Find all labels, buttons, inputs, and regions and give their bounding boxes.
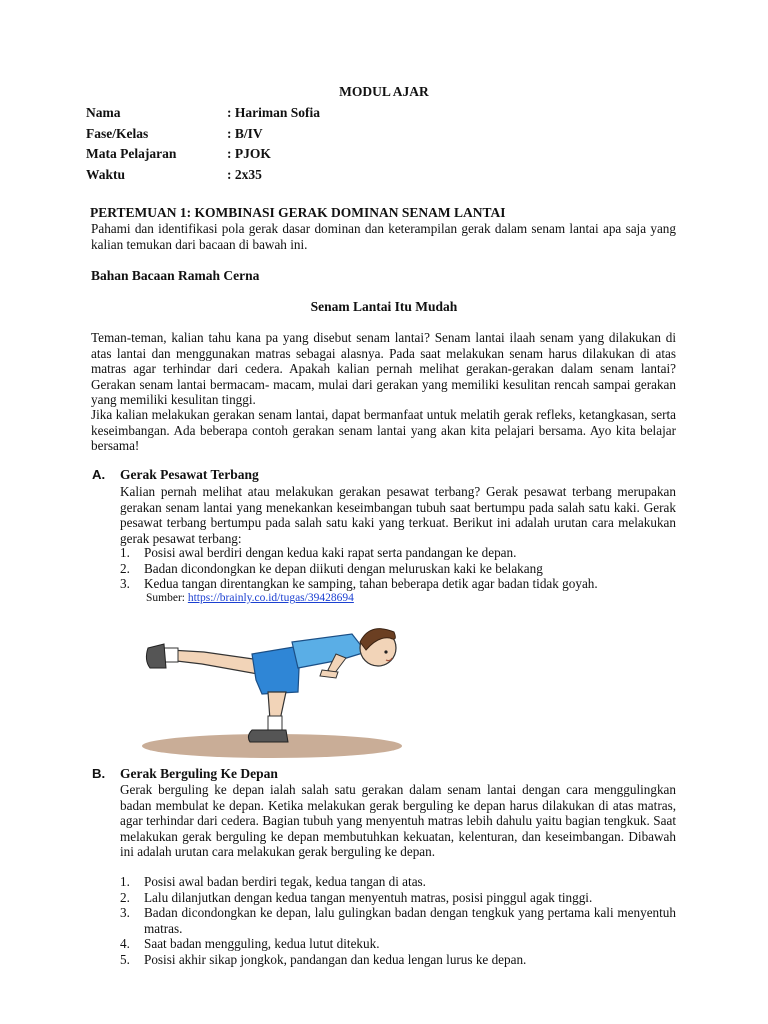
- reading-title: Senam Lantai Itu Mudah: [310, 299, 458, 314]
- step-text: Badan dicondongkan ke depan diikuti dengan meluruskan kaki ke belakang: [144, 560, 543, 576]
- document-title: MODUL AJAR: [339, 84, 429, 99]
- step-text: Posisi akhir sikap jongkok, pandangan dan kedua lengan lurus ke depan.: [144, 951, 527, 967]
- step-number: 2.: [120, 889, 130, 905]
- step-text: Badan dicondongkan ke depan, lalu gulingkan badan dengan tengkuk yang pertama kali menyentuh matras.: [144, 905, 676, 936]
- info-label: Nama: [86, 105, 121, 120]
- info-value: : PJOK: [227, 146, 271, 161]
- step-text: Kedua tangan direntangkan ke samping, tahan beberapa detik agar badan tidak goyah.: [144, 576, 598, 592]
- step-number: 1.: [120, 545, 130, 560]
- step-number: 3.: [120, 905, 130, 921]
- info-value: : Hariman Sofia: [227, 105, 320, 120]
- section-a-steps: [120, 545, 676, 592]
- step-text: Saat badan mengguling, kedua lutut ditekuk.: [144, 936, 380, 952]
- list-item: [120, 545, 676, 561]
- section-title: Gerak Berguling Ke Depan: [120, 766, 278, 781]
- image-source: [146, 592, 354, 604]
- step-number: 1.: [120, 874, 130, 889]
- section-b-heading: [92, 766, 278, 782]
- shirt: [292, 634, 366, 668]
- intro-paragraph: Pahami dan identifikasi pola gerak dasar dominan dan keterampilan gerak dalam senam lantai apa saja yang kalian temukan dari bacaan di bawah ini.: [91, 221, 676, 252]
- list-item: [120, 890, 676, 906]
- raised-leg: [168, 650, 260, 674]
- airplane-pose-illustration: [140, 608, 404, 764]
- source-link[interactable]: https://brainly.co.id/tugas/39428694: [187, 592, 354, 604]
- step-number: 2.: [120, 560, 130, 576]
- section-letter: B.: [92, 766, 106, 781]
- raised-shoe: [146, 644, 166, 668]
- step-number: 3.: [120, 576, 130, 592]
- info-row-mata-pelajaran: [86, 144, 586, 165]
- info-row-fase-kelas: [86, 124, 586, 145]
- list-item: [120, 952, 676, 968]
- eye: [384, 650, 387, 653]
- bahan-heading: Bahan Bacaan Ramah Cerna: [91, 268, 260, 283]
- info-value: : B/IV: [227, 125, 263, 141]
- info-label: Mata Pelajaran: [86, 146, 177, 161]
- step-number: 4.: [120, 936, 130, 952]
- list-item: [120, 905, 676, 936]
- step-text: Posisi awal berdiri dengan kedua kaki rapat serta pandangan ke depan.: [144, 545, 517, 560]
- section-letter: A.: [92, 467, 106, 482]
- hand: [320, 670, 338, 678]
- standing-shoe: [248, 730, 288, 742]
- reading-paragraph-2: Jika kalian melakukan gerakan senam lantai, dapat bermanfaat untuk melatih gerak refleks, ketangkasan, serta keseimbangan. Ada beberapa contoh gerakan senam lantai yang akan kita pelajari bersama. Ayo kita belajar bersama!: [91, 407, 676, 454]
- list-item: [120, 874, 676, 890]
- info-row-waktu: [86, 165, 586, 186]
- section-a-paragraph: Kalian pernah melihat atau melakukan gerakan pesawat terbang? Gerak pesawat terbang merupakan gerakan senam lantai yang menekankan keseimbangan tubuh saat bertumpu pada salah satu kaki. Gerak pesawat terbang bertumpu pada salah satu kaki yang terkuat. Berikut ini adalah urutan cara melakukan gerak pesawat terbang:: [120, 484, 676, 546]
- section-b-paragraph: Gerak berguling ke depan ialah salah satu gerakan dalam senam lantai dengan cara menggulingkan badan membulat ke depan. Ketika melakukan gerak berguling ke depan harus dilakukan di atas matras, agar terhindar dari cedera. Bagian tubuh yang menyentuh matras lebih dahulu yaitu bagian tengkuk. Saat melakukan gerak berguling ke depan membutuhkan kekuatan, kelenturan, dan keseimbangan. Dibawah ini adalah urutan cara melakukan gerak berguling ke depan.: [120, 782, 676, 860]
- info-value: : 2x35: [227, 166, 262, 182]
- reading-paragraph-1: Teman-teman, kalian tahu kana pa yang disebut senam lantai? Senam lantai ilaah senam yang dilakukan di atas lantai dan menggunakan matras sebagai alasnya. Pada saat melakukan senam harus dilakukan di atas matras agar terhindar dari cedera. Apakah kalian pernah melihat gerakan-gerakan dalam senam lantai? Gerakan senam lantai bermacam- macam, mulai dari gerakan yang memiliki kesulitan rencah sampai gerakan yang memiliki kesulitan tinggi.: [91, 330, 676, 408]
- info-row-nama: [86, 103, 586, 124]
- step-text: Lalu dilanjutkan dengan kedua tangan menyentuh matras, posisi pinggul agak tinggi.: [144, 889, 593, 905]
- shorts: [252, 646, 300, 694]
- step-number: 5.: [120, 951, 130, 967]
- info-label: Fase/Kelas: [86, 125, 149, 141]
- step-text: Posisi awal badan berdiri tegak, kedua tangan di atas.: [144, 874, 426, 889]
- section-a-heading: [92, 467, 259, 483]
- standing-sock: [268, 716, 282, 730]
- section-title: Gerak Pesawat Terbang: [120, 467, 259, 482]
- section-b-steps: [120, 874, 676, 968]
- source-label: Sumber:: [146, 592, 188, 604]
- list-item: [120, 561, 676, 577]
- info-table: [86, 103, 586, 185]
- meeting-title: PERTEMUAN 1: KOMBINASI GERAK DOMINAN SENAM LANTAI: [90, 205, 506, 220]
- info-label: Waktu: [86, 166, 126, 182]
- list-item: [120, 576, 676, 592]
- list-item: [120, 936, 676, 952]
